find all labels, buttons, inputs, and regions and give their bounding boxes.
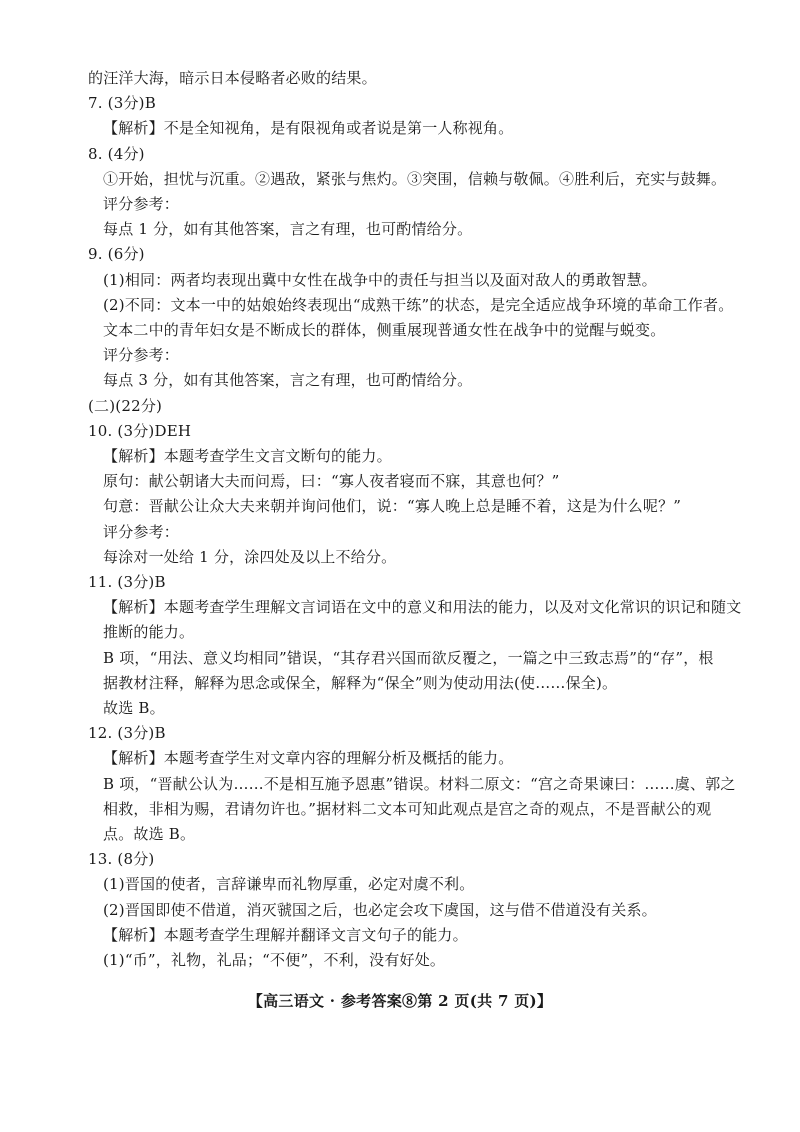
text-line: 每涂对一处给 1 分，涂四处及以上不给分。: [103, 547, 397, 566]
text-line: 评分参考：: [103, 346, 180, 365]
text-line: (1)晋国的使者，言辞谦卑而礼物厚重，必定对虞不利。: [103, 875, 475, 894]
text-line: 的汪洋大海，暗示日本侵略者必败的结果。: [88, 69, 377, 87]
text-line: 点。故选 B。: [103, 825, 196, 843]
text-line: (2)不同：文本一中的姑娘始终表现出“成熟干练”的状态，是完全适应战争环境的革命工作者。: [103, 295, 734, 314]
text-line: 每点 3 分，如有其他答案，言之有理，也可酌情给分。: [103, 371, 473, 390]
text-line: 评分参考：: [103, 522, 180, 541]
text-line: B 项，“晋献公认为……不是相互施予恩惠”错误。材料二原文：“宫之奇果谏曰：……虞、郭之: [103, 774, 736, 793]
text-line: 评分参考：: [103, 195, 180, 213]
text-line: 10. (3分)DEH: [88, 421, 192, 440]
text-line: ①开始，担忧与沉重。②遇敌，紧张与焦灼。③突围，信赖与敬佩。④胜利后，充实与鼓舞。: [103, 169, 727, 188]
text-line: 11. (3分)B: [88, 573, 166, 591]
text-line: 据教材注释，解释为思念或保全，解释为“保全”则为使动用法(使……保全)。: [103, 673, 618, 692]
text-line: (1)相同：两者均表现出冀中女性在战争中的责任与担当以及面对敌人的勇敢智慧。: [103, 270, 657, 289]
text-line: 每点 1 分，如有其他答案，言之有理，也可酌情给分。: [103, 220, 473, 239]
text-line: 相救，非相为赐，君请勿许也。”据材料二文本可知此观点是宫之奇的观点，不是晋献公的观: [103, 799, 712, 818]
text-line: 故选 B。: [103, 699, 165, 717]
text-line: (1)“币”，礼物，礼品；“不便”，不利，没有好处。: [103, 951, 446, 969]
text-line: 推断的能力。: [103, 623, 195, 642]
text-line: 【解析】不是全知视角，是有限视角或者说是第一人称视角。: [103, 119, 514, 138]
text-line: (二)(22分): [88, 396, 163, 415]
page-footer: 【高三语文 · 参考答案⑧第 2 页(共 7 页)】: [247, 992, 553, 1010]
text-line: B 项，“用法、意义均相同”错误，“其存君兴国而欲反覆之，一篇之中三致志焉”的“存”，根: [103, 648, 714, 667]
text-line: 8. (4分): [88, 144, 145, 163]
text-line: 13. (8分): [88, 850, 155, 869]
text-line: 文本二中的青年妇女是不断成长的群体，侧重展现普通女性在战争中的觉醒与蜕变。: [103, 321, 666, 339]
text-line: 原句：献公朝诸大夫而问焉，曰：“寡人夜者寝而不寐，其意也何？”: [103, 472, 560, 491]
text-line: 12. (3分)B: [88, 724, 166, 743]
text-line: 9. (6分): [88, 245, 145, 264]
text-line: (2)晋国即使不借道，消灭虢国之后，也必定会攻下虞国，这与借不借道没有关系。: [103, 900, 657, 919]
text-line: 7. (3分)B: [88, 94, 156, 113]
text-line: 【解析】本题考查学生理解文言词语在文中的意义和用法的能力，以及对文化常识的识记和随文: [103, 598, 742, 617]
text-line: 句意：晋献公让众大夫来朝并询问他们，说：“寡人晚上总是睡不着，这是为什么呢？”: [103, 497, 682, 516]
text-line: 【解析】本题考查学生文言文断句的能力。: [103, 447, 392, 465]
text-line: 【解析】本题考查学生理解并翻译文言文句子的能力。: [103, 925, 468, 944]
text-line: 【解析】本题考查学生对文章内容的理解分析及概括的能力。: [103, 749, 514, 768]
